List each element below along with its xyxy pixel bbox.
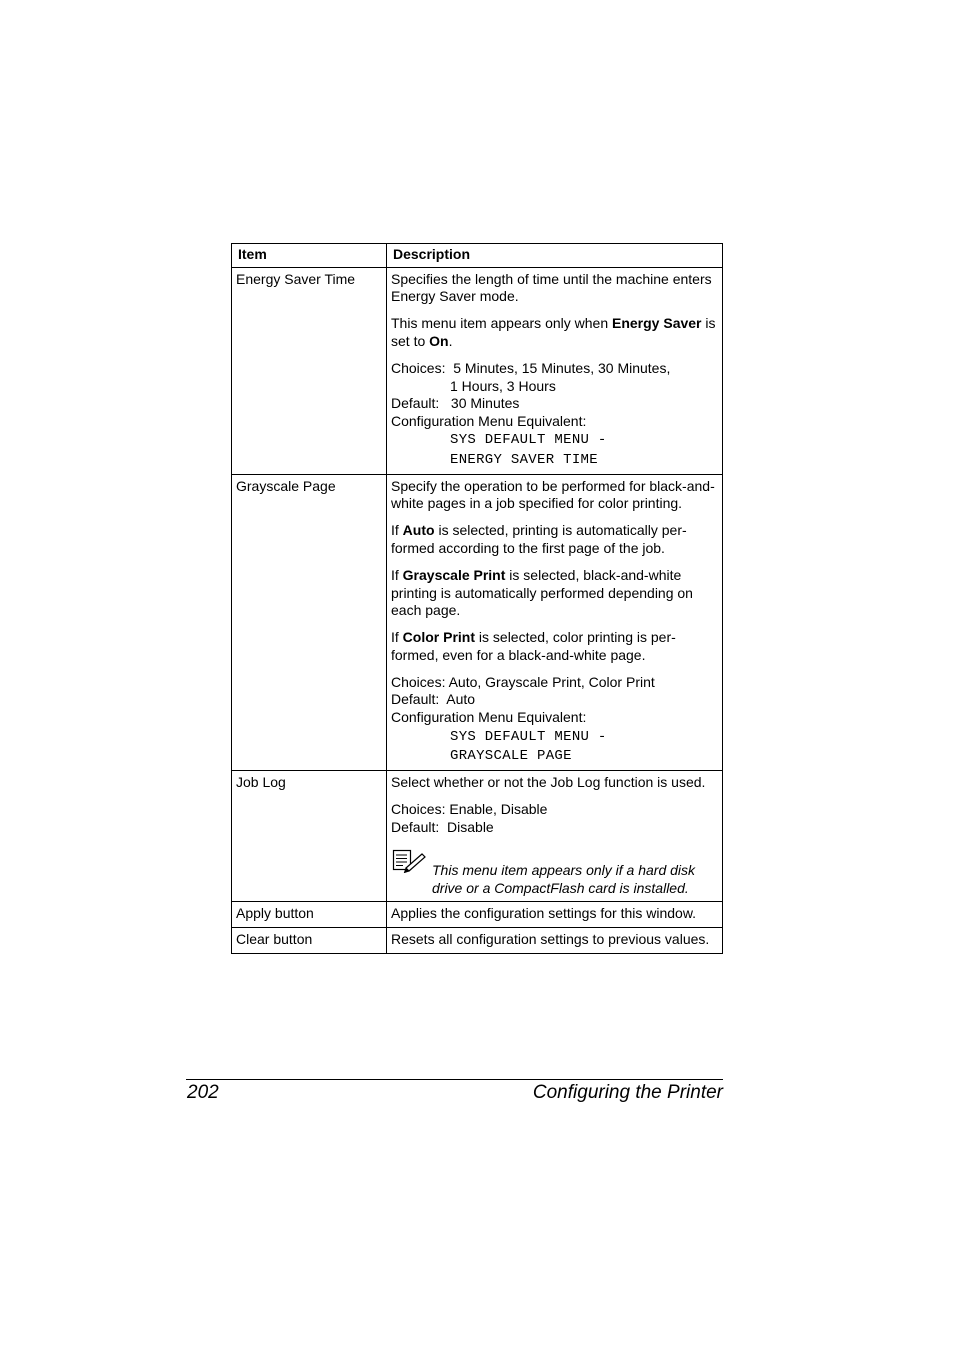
- desc-choices-block: Choices: Auto, Grayscale Print, Color Print Default: Auto Configuration Menu Equivalent: SYS DEFAULT MENU - GRAYSCALE PAGE: [391, 673, 655, 765]
- row-item-energy-saver: Energy Saver Time: [232, 267, 387, 474]
- config-menu-path: SYS DEFAULT MENU -: [450, 432, 607, 449]
- row-desc-apply: Applies the configuration settings for this window.: [387, 902, 723, 928]
- section-title: Configuring the Printer: [532, 1082, 723, 1103]
- desc-paragraph: Select whether or not the Job Log function is used.: [391, 773, 706, 790]
- row-desc-energy-saver: [387, 267, 723, 474]
- table-row: [232, 474, 723, 770]
- header-description: Description: [387, 244, 723, 268]
- row-item-job-log: Job Log: [232, 770, 387, 901]
- row-desc-clear: Resets all configuration settings to previous values.: [387, 927, 723, 953]
- row-desc-grayscale: [387, 474, 723, 770]
- row-item-grayscale: Grayscale Page: [232, 474, 387, 770]
- table-row: [232, 927, 723, 953]
- config-menu-path: SYS DEFAULT MENU -: [450, 728, 607, 745]
- note-text: This menu item appears only if a hard disk drive or a CompactFlash card is installed.: [432, 862, 696, 896]
- note-pencil-icon: [392, 849, 426, 873]
- config-menu-path: ENERGY SAVER TIME: [450, 451, 598, 468]
- note-block: [391, 862, 718, 897]
- header-item: Item: [232, 244, 387, 268]
- config-menu-path: GRAYSCALE PAGE: [450, 748, 572, 765]
- desc-choices-block: Choices: 5 Minutes, 15 Minutes, 30 Minutes, 1 Hours, 3 Hours Default: 30 Minutes Configuration Menu Equivalent: SYS DEFAULT MENU - ENERGY SAVER TIME: [391, 359, 671, 468]
- table-row: [232, 902, 723, 928]
- desc-paragraph: Specifies the length of time until the machine enters Energy Saver mode.: [391, 270, 712, 305]
- table-header-row: [232, 244, 723, 268]
- page-number: 202: [187, 1082, 219, 1103]
- desc-choices-block: Choices: Enable, Disable Default: Disable: [391, 800, 548, 835]
- desc-paragraph: If Color Print is selected, color printing is per-formed, even for a black-and-white page.: [391, 629, 676, 663]
- footer-divider: [186, 1079, 723, 1080]
- row-desc-job-log: [387, 770, 723, 901]
- desc-paragraph: If Auto is selected, printing is automatically per-formed according to the first page of the job.: [391, 522, 687, 556]
- table-row: [232, 267, 723, 474]
- desc-paragraph: If Grayscale Print is selected, black-and-white printing is automatically performed depending on each page.: [391, 566, 693, 619]
- desc-paragraph: This menu item appears only when Energy Saver is set to On.: [391, 315, 716, 349]
- row-item-clear: Clear button: [232, 927, 387, 953]
- row-item-apply: Apply button: [232, 902, 387, 928]
- table-row: [232, 770, 723, 901]
- desc-paragraph: Specify the operation to be performed for black-and-white pages in a job specified for color printing.: [391, 477, 715, 512]
- settings-table: [231, 243, 723, 954]
